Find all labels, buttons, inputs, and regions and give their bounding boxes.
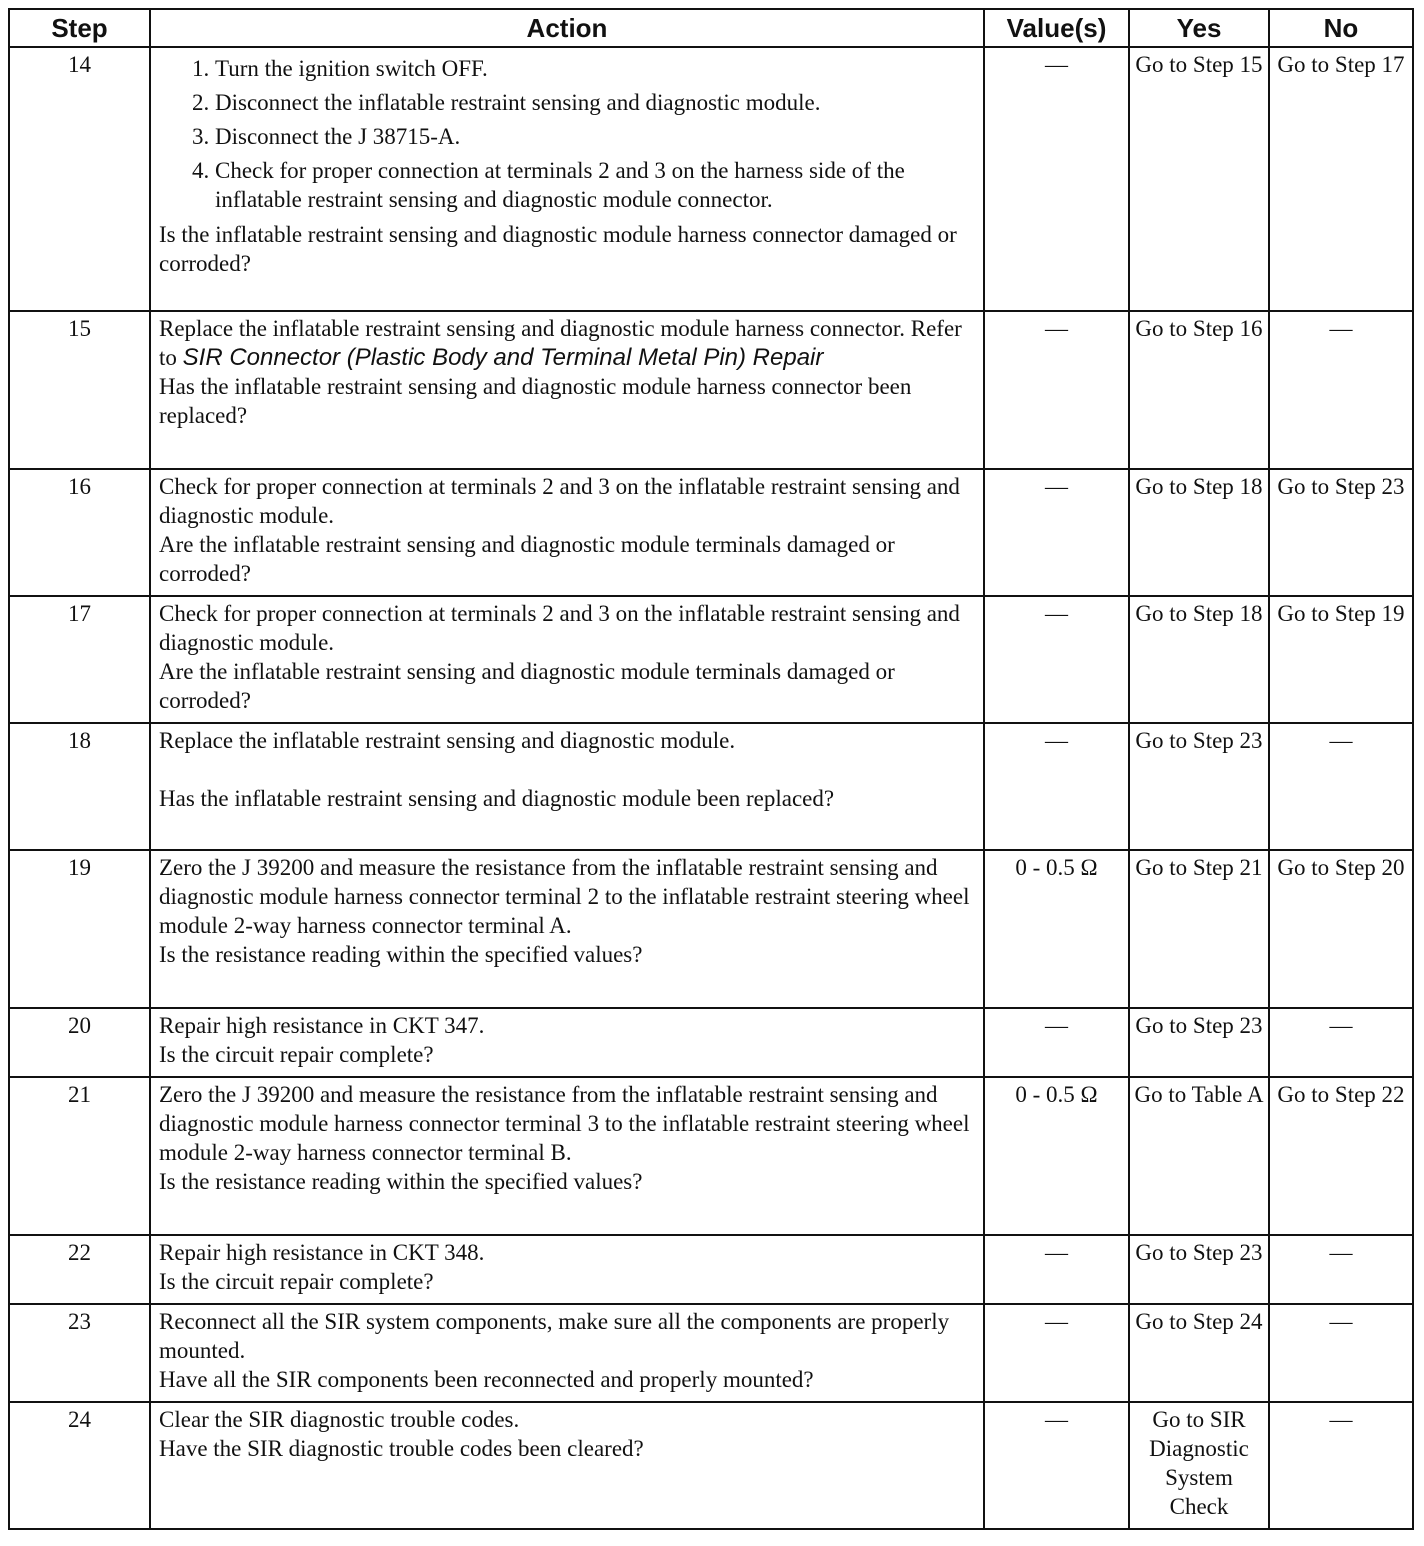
value-cell: — bbox=[984, 723, 1129, 850]
table-row bbox=[9, 1235, 1413, 1304]
step-number: 18 bbox=[9, 723, 150, 850]
value-cell: — bbox=[984, 1235, 1129, 1304]
action-question: Are the inflatable restraint sensing and diagnostic module terminals damaged or corroded? bbox=[159, 532, 895, 586]
step-number: 22 bbox=[9, 1235, 150, 1304]
value-cell: — bbox=[984, 1304, 1129, 1402]
no-cell: Go to Step 23 bbox=[1269, 469, 1413, 596]
action-cell bbox=[150, 47, 984, 311]
value-cell: — bbox=[984, 596, 1129, 723]
no-cell: Go to Step 17 bbox=[1269, 47, 1413, 311]
value-cell: — bbox=[984, 47, 1129, 311]
action-question: Has the inflatable restraint sensing and diagnostic module harness connector been replaced? bbox=[159, 374, 912, 428]
action-question: Has the inflatable restraint sensing and diagnostic module been replaced? bbox=[159, 786, 835, 811]
value-cell: — bbox=[984, 1008, 1129, 1077]
diagnostic-table-wrapper bbox=[8, 8, 1412, 1530]
table-row bbox=[9, 47, 1413, 311]
value-cell: 0 - 0.5 Ω bbox=[984, 850, 1129, 1008]
action-step-item: 1. Turn the ignition switch OFF. bbox=[215, 54, 975, 83]
step-number: 19 bbox=[9, 850, 150, 1008]
action-text: Check for proper connection at terminals 2 and 3 on the inflatable restraint sensing and diagnostic module. bbox=[159, 601, 960, 655]
action-text: Zero the J 39200 and measure the resistance from the inflatable restraint sensing and diagnostic module harness connector terminal 2 to the inflatable restraint steering wheel module 2-way harness connector terminal A. bbox=[159, 855, 970, 938]
step-number: 16 bbox=[9, 469, 150, 596]
table-row bbox=[9, 1304, 1413, 1402]
table-row bbox=[9, 1402, 1413, 1529]
action-question: Have the SIR diagnostic trouble codes been cleared? bbox=[159, 1436, 644, 1461]
yes-cell: Go to Step 23 bbox=[1129, 723, 1269, 850]
header-step: Step bbox=[9, 9, 150, 47]
action-reference-link[interactable]: SIR Connector (Plastic Body and Terminal Metal Pin) Repair bbox=[182, 344, 824, 371]
action-cell bbox=[150, 723, 984, 850]
no-cell: — bbox=[1269, 1008, 1413, 1077]
no-cell: Go to Step 20 bbox=[1269, 850, 1413, 1008]
action-question: Are the inflatable restraint sensing and diagnostic module terminals damaged or corroded? bbox=[159, 659, 895, 713]
value-cell: — bbox=[984, 311, 1129, 469]
table-row bbox=[9, 469, 1413, 596]
step-number: 20 bbox=[9, 1008, 150, 1077]
no-cell: — bbox=[1269, 1235, 1413, 1304]
header-yes: Yes bbox=[1129, 9, 1269, 47]
header-values: Value(s) bbox=[984, 9, 1129, 47]
action-text: Repair high resistance in CKT 348. bbox=[159, 1240, 485, 1265]
action-cell bbox=[150, 1402, 984, 1529]
step-number: 14 bbox=[9, 47, 150, 311]
action-cell bbox=[150, 850, 984, 1008]
action-cell bbox=[150, 1235, 984, 1304]
action-question: Is the inflatable restraint sensing and diagnostic module harness connector damaged or corroded? bbox=[159, 222, 957, 276]
no-cell: — bbox=[1269, 1304, 1413, 1402]
yes-cell: Go to Step 18 bbox=[1129, 469, 1269, 596]
yes-cell: Go to Step 21 bbox=[1129, 850, 1269, 1008]
action-steps-list bbox=[159, 54, 975, 214]
yes-cell: Go to Step 23 bbox=[1129, 1008, 1269, 1077]
action-question: Have all the SIR components been reconnected and properly mounted? bbox=[159, 1367, 814, 1392]
no-cell: — bbox=[1269, 723, 1413, 850]
step-number: 17 bbox=[9, 596, 150, 723]
header-no: No bbox=[1269, 9, 1413, 47]
action-cell bbox=[150, 469, 984, 596]
action-question: Is the circuit repair complete? bbox=[159, 1042, 434, 1067]
action-cell bbox=[150, 1077, 984, 1235]
step-number: 15 bbox=[9, 311, 150, 469]
action-question: Is the resistance reading within the specified values? bbox=[159, 1169, 643, 1194]
yes-cell: Go to Table A bbox=[1129, 1077, 1269, 1235]
value-cell: — bbox=[984, 1402, 1129, 1529]
spacer bbox=[159, 755, 975, 784]
action-cell bbox=[150, 311, 984, 469]
action-text: Check for proper connection at terminals 2 and 3 on the inflatable restraint sensing and diagnostic module. bbox=[159, 474, 960, 528]
table-row bbox=[9, 1008, 1413, 1077]
no-cell: Go to Step 22 bbox=[1269, 1077, 1413, 1235]
yes-cell: Go to Step 15 bbox=[1129, 47, 1269, 311]
action-text: Replace the inflatable restraint sensing and diagnostic module. bbox=[159, 728, 736, 753]
action-text: Replace the inflatable restraint sensing and diagnostic module harness connector. Refer to bbox=[159, 316, 962, 370]
yes-cell: Go to SIR Diagnostic System Check bbox=[1129, 1402, 1269, 1529]
value-cell: — bbox=[984, 469, 1129, 596]
action-cell bbox=[150, 1008, 984, 1077]
table-row bbox=[9, 596, 1413, 723]
action-text: Clear the SIR diagnostic trouble codes. bbox=[159, 1407, 520, 1432]
yes-cell: Go to Step 23 bbox=[1129, 1235, 1269, 1304]
no-cell: Go to Step 19 bbox=[1269, 596, 1413, 723]
yes-cell: Go to Step 16 bbox=[1129, 311, 1269, 469]
step-number: 23 bbox=[9, 1304, 150, 1402]
table-row bbox=[9, 850, 1413, 1008]
action-cell bbox=[150, 596, 984, 723]
action-step-item: 2. Disconnect the inflatable restraint sensing and diagnostic module. bbox=[215, 88, 975, 117]
action-text: Zero the J 39200 and measure the resistance from the inflatable restraint sensing and diagnostic module harness connector terminal 3 to the inflatable restraint steering wheel module 2-way harness connector terminal B. bbox=[159, 1082, 970, 1165]
header-action: Action bbox=[150, 9, 984, 47]
diagnostic-table bbox=[8, 8, 1414, 1530]
yes-cell: Go to Step 18 bbox=[1129, 596, 1269, 723]
action-step-item: 4. Check for proper connection at terminals 2 and 3 on the harness side of the inflatable restraint sensing and diagnostic module connector. bbox=[215, 156, 975, 214]
no-cell: — bbox=[1269, 311, 1413, 469]
table-row bbox=[9, 723, 1413, 850]
value-cell: 0 - 0.5 Ω bbox=[984, 1077, 1129, 1235]
action-text: Repair high resistance in CKT 347. bbox=[159, 1013, 485, 1038]
table-header-row bbox=[9, 9, 1413, 47]
action-text: Reconnect all the SIR system components, make sure all the components are properly mounted. bbox=[159, 1309, 950, 1363]
yes-cell: Go to Step 24 bbox=[1129, 1304, 1269, 1402]
no-cell: — bbox=[1269, 1402, 1413, 1529]
action-question: Is the resistance reading within the specified values? bbox=[159, 942, 643, 967]
action-question: Is the circuit repair complete? bbox=[159, 1269, 434, 1294]
step-number: 21 bbox=[9, 1077, 150, 1235]
action-cell bbox=[150, 1304, 984, 1402]
action-step-item: 3. Disconnect the J 38715-A. bbox=[215, 122, 975, 151]
step-number: 24 bbox=[9, 1402, 150, 1529]
table-row bbox=[9, 311, 1413, 469]
table-row bbox=[9, 1077, 1413, 1235]
